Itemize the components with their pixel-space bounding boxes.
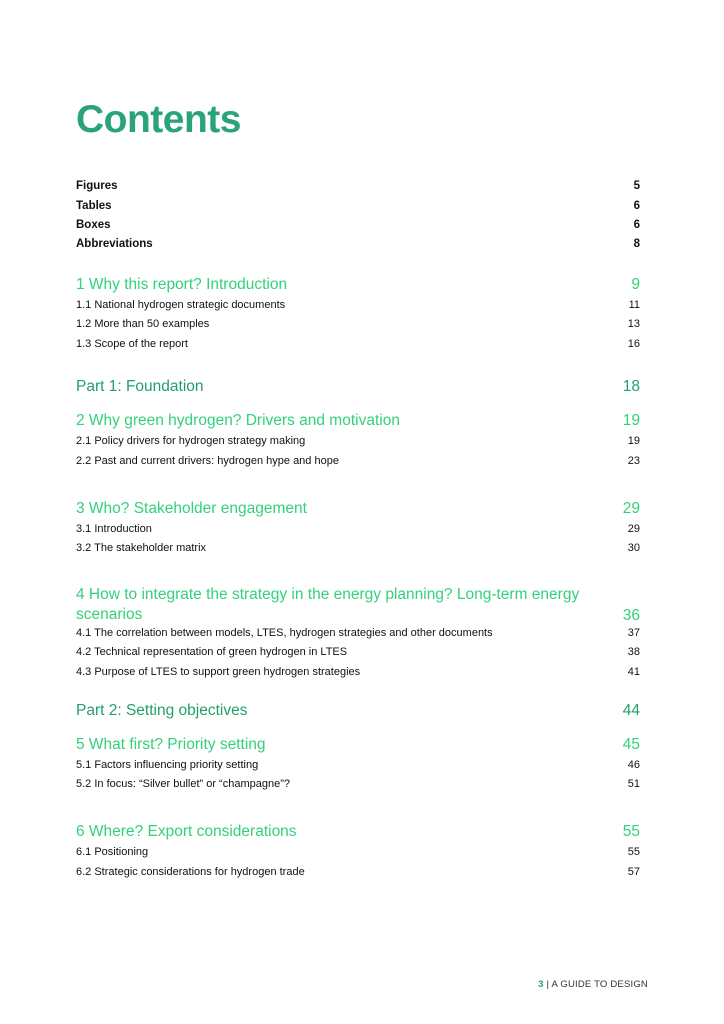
- toc-entry-page: 16: [627, 338, 640, 350]
- toc-entry-title: 3.1 Introduction: [76, 523, 152, 535]
- toc-entry-page: 57: [627, 866, 640, 878]
- toc-entry-title: 4.2 Technical representation of green hydrogen in LTES: [76, 646, 348, 658]
- toc-entry-6-1[interactable]: [76, 846, 640, 858]
- toc-entry-2-1[interactable]: [76, 435, 640, 447]
- toc-entry-3-1[interactable]: [76, 523, 640, 535]
- toc-chapter-page: 55: [622, 823, 640, 840]
- toc-chapter-title: 6 Where? Export considerations: [76, 823, 297, 840]
- toc-entry-1-1[interactable]: [76, 299, 640, 311]
- toc-chapter-page: 29: [622, 500, 640, 517]
- toc-entry-page: 55: [627, 846, 640, 858]
- toc-entry-title: 4.1 The correlation between models, LTES, hydrogen strategies and other documents: [76, 627, 493, 639]
- toc-part-title: Part 1: Foundation: [76, 378, 204, 395]
- toc-entry-4-2[interactable]: [76, 646, 640, 658]
- toc-entry-title: Figures: [76, 180, 118, 192]
- toc-entry-page: 23: [627, 455, 640, 467]
- toc-entry-tables[interactable]: [76, 200, 640, 212]
- toc-part-page: 44: [622, 702, 640, 719]
- toc-chapter-3[interactable]: [76, 500, 640, 518]
- toc-chapter-4[interactable]: [76, 585, 640, 625]
- toc-entry-title: Abbreviations: [76, 238, 153, 250]
- toc-entry-page: 29: [627, 523, 640, 535]
- toc-entry-6-2[interactable]: [76, 866, 640, 878]
- toc-entry-title: 2.2 Past and current drivers: hydrogen hype and hope: [76, 455, 339, 467]
- toc-entry-4-3[interactable]: [76, 666, 640, 678]
- toc-entry-page: 41: [627, 666, 640, 678]
- toc-entry-2-2[interactable]: [76, 455, 640, 467]
- toc-entry-page: 8: [633, 238, 640, 250]
- toc-entry-title: 1.3 Scope of the report: [76, 338, 188, 350]
- toc-entry-title: 5.2 In focus: “Silver bullet” or “champagne”?: [76, 778, 290, 790]
- toc-entry-page: 37: [627, 627, 640, 639]
- toc-entry-page: 51: [627, 778, 640, 790]
- toc-entry-page: 38: [627, 646, 640, 658]
- toc-part-page: 18: [622, 378, 640, 395]
- toc-entry-abbreviations[interactable]: [76, 238, 640, 250]
- toc-entry-1-3[interactable]: [76, 338, 640, 350]
- toc-chapter-2[interactable]: [76, 412, 640, 430]
- toc-entry-title: 1.2 More than 50 examples: [76, 318, 210, 330]
- toc-entry-1-2[interactable]: [76, 318, 640, 330]
- toc-chapter-title: 2 Why green hydrogen? Drivers and motivation: [76, 412, 400, 429]
- toc-entry-page: 6: [633, 200, 640, 212]
- toc-entry-boxes[interactable]: [76, 219, 640, 231]
- page-title: Contents: [76, 98, 241, 141]
- toc-entry-page: 46: [627, 759, 640, 771]
- toc-entry-4-1[interactable]: [76, 627, 640, 639]
- toc-entry-title: 5.1 Factors influencing priority setting: [76, 759, 259, 771]
- toc-chapter-page: 19: [622, 412, 640, 429]
- toc-chapter-title: 3 Who? Stakeholder engagement: [76, 500, 307, 517]
- toc-chapter-title: 1 Why this report? Introduction: [76, 276, 288, 293]
- toc-entry-title: 1.1 National hydrogen strategic documents: [76, 299, 286, 311]
- toc-entry-figures[interactable]: [76, 180, 640, 192]
- toc-entry-page: 19: [627, 435, 640, 447]
- toc-entry-title: 6.1 Positioning: [76, 846, 149, 858]
- toc-entry-title: Boxes: [76, 219, 111, 231]
- toc-entry-title: 2.1 Policy drivers for hydrogen strategy making: [76, 435, 306, 447]
- toc-chapter-5[interactable]: [76, 736, 640, 754]
- toc-chapter-1[interactable]: [76, 276, 640, 294]
- footer-page-number: 3: [538, 979, 544, 990]
- toc-chapter-page: 36: [622, 607, 640, 624]
- toc-chapter-title: 4 How to integrate the strategy in the energy planning? Long-term energy scenarios: [76, 586, 580, 623]
- toc-entry-page: 5: [633, 180, 640, 192]
- toc-chapter-page: 45: [622, 736, 640, 753]
- toc-entry-page: 30: [627, 542, 640, 554]
- toc-entry-page: 13: [627, 318, 640, 330]
- toc-entry-title: 3.2 The stakeholder matrix: [76, 542, 207, 554]
- footer-separator: |: [546, 979, 550, 990]
- toc-chapter-6[interactable]: [76, 823, 640, 841]
- toc-entry-page: 11: [628, 299, 640, 311]
- toc-chapter-page: 9: [631, 276, 640, 293]
- toc-entry-5-2[interactable]: [76, 778, 640, 790]
- toc-entry-5-1[interactable]: [76, 759, 640, 771]
- page-footer: [538, 979, 648, 990]
- toc-part-title: Part 2: Setting objectives: [76, 702, 248, 719]
- toc-entry-title: 6.2 Strategic considerations for hydrogen trade: [76, 866, 305, 878]
- toc-entry-title: Tables: [76, 200, 112, 212]
- toc-entry-3-2[interactable]: [76, 542, 640, 554]
- footer-title: A GUIDE TO DESIGN: [551, 979, 648, 990]
- toc-entry-page: 6: [633, 219, 640, 231]
- toc-part-1[interactable]: [76, 378, 640, 396]
- toc-part-2[interactable]: [76, 702, 640, 720]
- toc-chapter-title: 5 What first? Priority setting: [76, 736, 266, 753]
- toc-entry-title: 4.3 Purpose of LTES to support green hydrogen strategies: [76, 666, 361, 678]
